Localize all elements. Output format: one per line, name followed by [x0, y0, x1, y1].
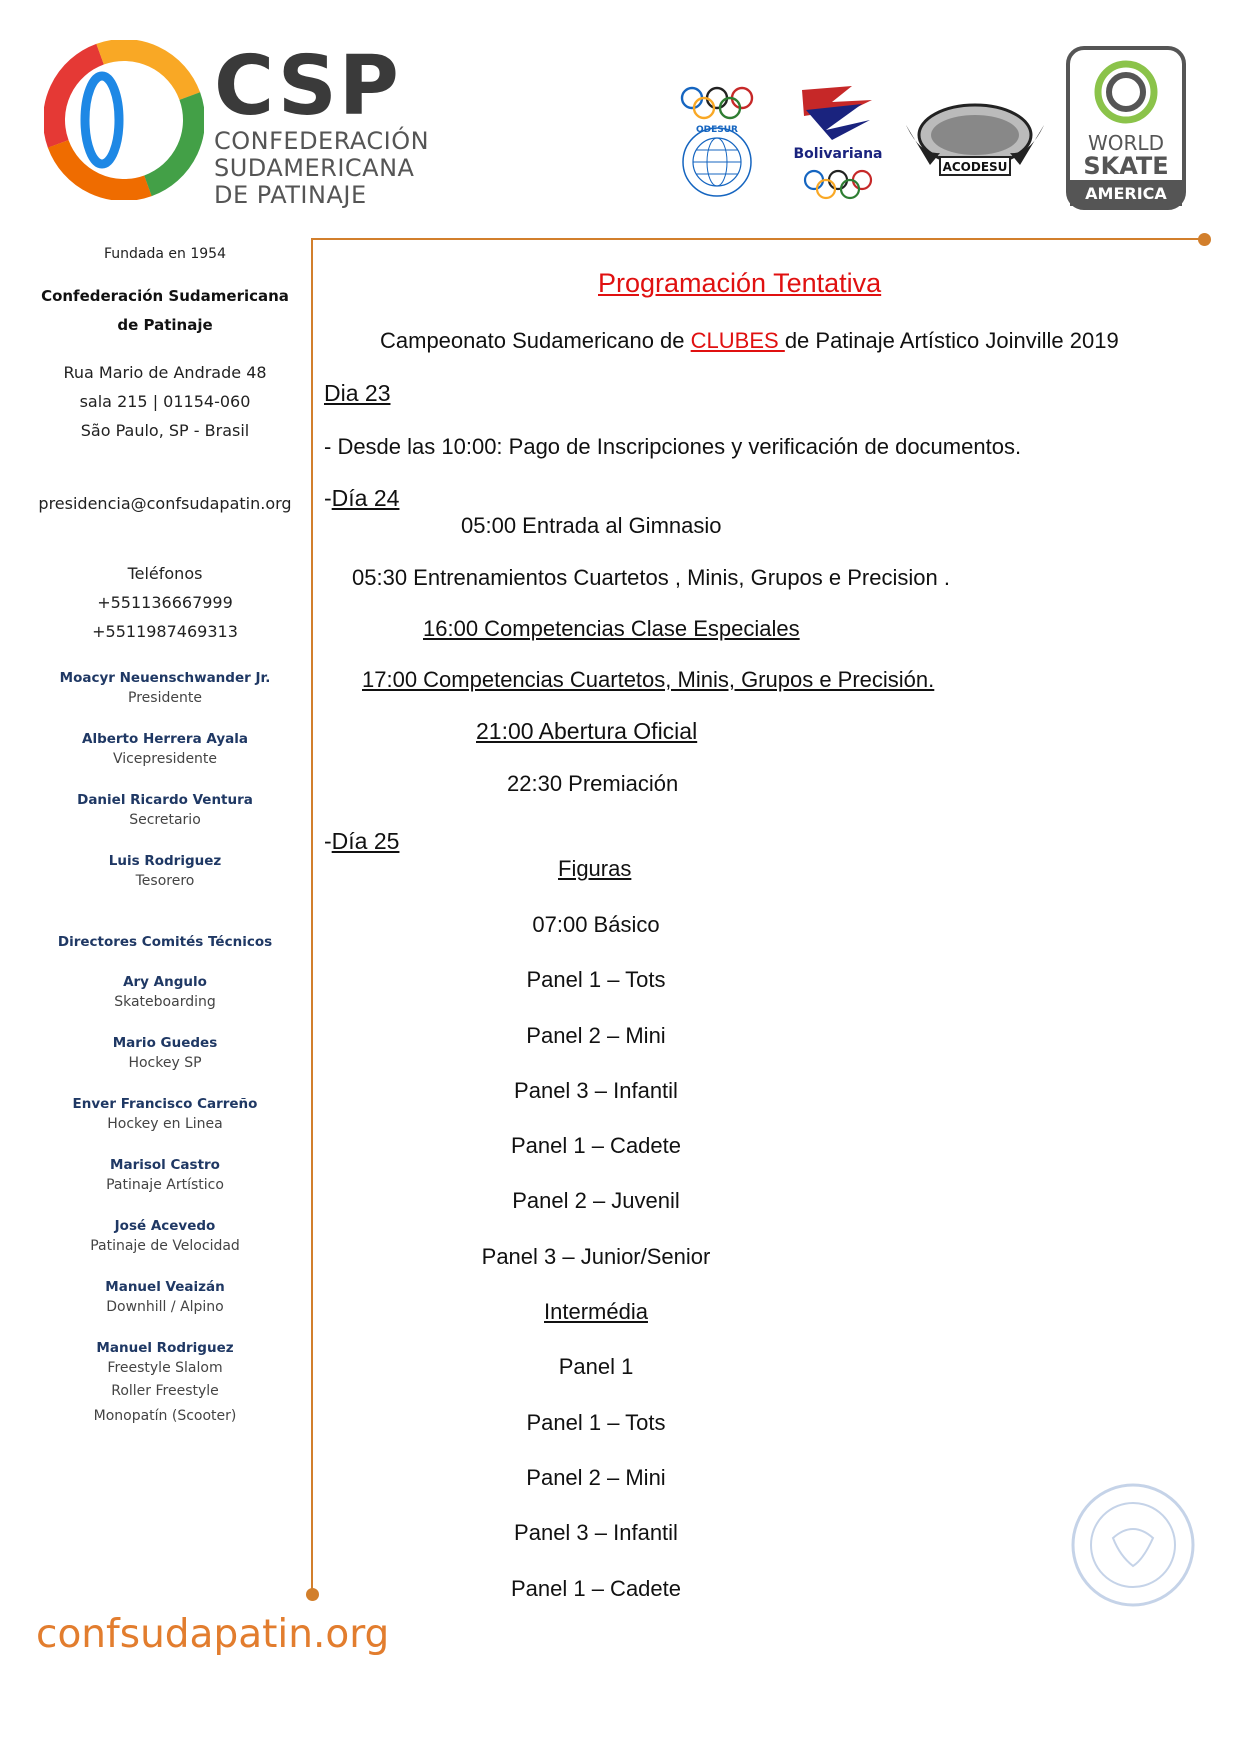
heading-prefix: - — [324, 828, 332, 854]
figuras-item: Panel 1 – Cadete — [510, 1133, 682, 1159]
day-23-heading: Dia 23 — [324, 380, 391, 406]
director-role-extra: Roller Freestyle — [111, 1383, 219, 1399]
logo-line-1: CONFEDERACIÓN — [214, 127, 430, 155]
address-block — [30, 358, 300, 445]
officer-entry — [30, 729, 300, 770]
officers-list — [30, 668, 300, 892]
address-line: sala 215 | 01154-060 — [79, 392, 251, 411]
csp-logo-mark — [44, 40, 204, 200]
divider-bottom-dot — [306, 1588, 319, 1601]
worldskate-line-2: SKATE — [1083, 152, 1169, 180]
officer-name: Moacyr Neuenschwander Jr. — [59, 670, 271, 686]
sidebar-divider-line — [311, 238, 313, 1593]
director-entry — [30, 1216, 300, 1257]
director-role: Hockey en Linea — [107, 1116, 223, 1132]
director-entry — [30, 1338, 300, 1429]
figuras-list — [420, 897, 772, 1616]
director-name: Manuel Rodriguez — [96, 1340, 234, 1356]
world-skate-america-logo — [1066, 46, 1186, 210]
logo-line-2: SUDAMERICANA — [214, 154, 415, 182]
schedule-item: 21:00 Abertura Oficial — [476, 718, 698, 744]
day-25-label: Día 25 — [331, 828, 400, 854]
email-link[interactable]: presidencia@confsudapatin.org — [38, 494, 292, 513]
event-subtitle — [380, 328, 1119, 354]
director-name: Ary Angulo — [123, 974, 207, 990]
worldskate-line-3: AMERICA — [1085, 184, 1167, 203]
logo-line-3: DE PATINAJE — [214, 181, 367, 209]
odesur-label: ODESUR — [696, 125, 738, 135]
phones-label: Teléfonos — [127, 564, 203, 583]
director-role: Patinaje Artístico — [106, 1177, 224, 1193]
intermedia-heading: Intermédia — [544, 1299, 648, 1325]
director-role: Freestyle Slalom — [107, 1360, 223, 1376]
figuras-heading: Figuras — [558, 856, 632, 881]
director-role: Skateboarding — [114, 994, 216, 1010]
worldskate-line-1: WORLD — [1088, 131, 1164, 155]
bolivariana-label: Bolivariana — [793, 146, 883, 162]
heading-prefix: - — [324, 485, 332, 511]
officer-role: Vicepresidente — [112, 751, 218, 767]
director-name: Enver Francisco Carreño — [72, 1096, 258, 1112]
officer-entry — [30, 851, 300, 892]
founded-text: Fundada en 1954 — [104, 246, 226, 262]
schedule-item: 05:00 Entrada al Gimnasio — [461, 513, 722, 538]
director-name: Mario Guedes — [112, 1035, 218, 1051]
schedule-item: 17:00 Competencias Cuartetos, Minis, Grupos e Precisión. — [362, 667, 935, 692]
day-24-heading — [324, 485, 399, 512]
figuras-item: 07:00 Básico — [532, 912, 660, 937]
intermedia-item: Panel 3 – Infantil — [514, 1520, 678, 1546]
intermedia-item: Panel 1 — [558, 1354, 634, 1380]
director-entry — [30, 972, 300, 1013]
directors-list — [30, 972, 300, 1429]
figuras-item: Panel 3 – Junior/Senior — [481, 1243, 711, 1269]
logo-letters: CSP — [214, 39, 401, 134]
director-name: Manuel Veaizán — [105, 1279, 225, 1295]
officer-name: Daniel Ricardo Ventura — [77, 792, 253, 808]
intermedia-item: Panel 1 – Tots — [526, 1409, 666, 1435]
address-line: Rua Mario de Andrade 48 — [63, 363, 267, 382]
figuras-item: Panel 1 – Tots — [526, 967, 666, 993]
director-entry — [30, 1155, 300, 1196]
day-24-label: Día 24 — [331, 485, 400, 511]
schedule-item: 22:30 Premiación — [507, 771, 679, 796]
officer-role: Presidente — [128, 690, 202, 706]
footer-website-link[interactable]: confsudapatin.org — [36, 1612, 390, 1657]
divider-end-dot — [1198, 233, 1211, 246]
figuras-item: Panel 2 – Juvenil — [512, 1188, 680, 1214]
acodesu-logo — [900, 95, 1050, 185]
officer-name: Alberto Herrera Ayala — [82, 731, 248, 747]
director-role-extra: Monopatín (Scooter) — [93, 1408, 237, 1424]
officer-role: Secretario — [129, 812, 201, 828]
phone-number: +551136667999 — [97, 593, 233, 612]
intermedia-item: Panel 2 – Mini — [526, 1464, 666, 1490]
director-role: Patinaje de Velocidad — [90, 1238, 240, 1254]
officer-entry — [30, 668, 300, 709]
day-23-item: - Desde las 10:00: Pago de Inscripciones y verificación de documentos. — [324, 434, 1022, 459]
bolivariana-logo — [792, 80, 884, 210]
acodesu-label: ACODESU — [942, 160, 1008, 174]
header-divider-line — [311, 238, 1204, 240]
officer-role: Tesorero — [135, 873, 195, 889]
page-title: Programación Tentativa — [598, 268, 882, 298]
subtitle-text: Campeonato Sudamericano de — [380, 328, 691, 353]
figuras-item: Panel 3 – Infantil — [514, 1077, 678, 1103]
sidebar — [30, 240, 300, 1429]
schedule-item: 05:30 Entrenamientos Cuartetos , Minis, Grupos e Precision . — [352, 565, 950, 590]
subtitle-text: de Patinaje Artístico Joinville 2019 — [784, 328, 1119, 353]
director-name: Marisol Castro — [110, 1157, 220, 1173]
director-role: Hockey SP — [128, 1055, 202, 1071]
org-name-line-2: de Patinaje — [117, 316, 213, 334]
official-stamp-icon — [1068, 1480, 1198, 1610]
phone-number: +5511987469313 — [92, 622, 238, 641]
org-name-line-1: Confederación Sudamericana — [41, 287, 289, 305]
officer-name: Luis Rodriguez — [108, 853, 222, 869]
intermedia-item: Panel 1 – Cadete — [510, 1575, 682, 1601]
director-entry — [30, 1033, 300, 1074]
officer-entry — [30, 790, 300, 831]
csp-logo-text — [214, 39, 430, 209]
schedule-item: 16:00 Competencias Clase Especiales — [423, 616, 800, 641]
odesur-logo — [662, 80, 772, 210]
day-25-heading — [324, 828, 399, 855]
directors-heading: Directores Comités Técnicos — [57, 934, 273, 950]
director-role: Downhill / Alpino — [106, 1299, 224, 1315]
subtitle-highlight: CLUBES — [690, 328, 785, 353]
address-line: São Paulo, SP - Brasil — [80, 421, 250, 440]
director-name: José Acevedo — [114, 1218, 216, 1234]
director-entry — [30, 1094, 300, 1135]
director-entry — [30, 1277, 300, 1318]
figuras-item: Panel 2 – Mini — [526, 1022, 666, 1048]
